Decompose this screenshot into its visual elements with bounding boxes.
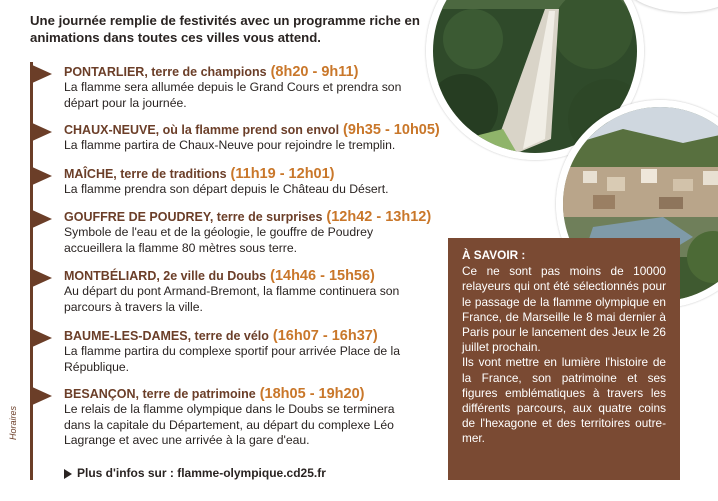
stop-time: (11h19 - 12h01) <box>230 166 335 182</box>
stop-description: Au départ du pont Armand-Bremont, la flamme continuera son parcours à travers la ville. <box>64 284 400 314</box>
intro-text: Une journée remplie de festivités avec un programme riche en animations dans toutes ces villes vous attend. <box>30 13 420 45</box>
stop-place: GOUFFRE DE POUDREY, terre de surprises <box>64 210 323 224</box>
stop-time: (16h07 - 16h37) <box>272 328 378 344</box>
stop-place: BAUME-LES-DAMES, terre de vélo <box>64 329 269 343</box>
flag-marker <box>30 209 52 229</box>
stop-time: (18h05 - 19h20) <box>259 386 365 402</box>
stop-place: MAÎCHE, terre de traditions <box>64 167 227 181</box>
stop-description: La flamme partira du complexe sportif pour arrivée Place de la République. <box>64 344 400 374</box>
stop-description: Le relais de la flamme olympique dans le Doubs se terminera dans la capitale du Département, au départ du complexe Léo Lagrange et avec une arrivée à la gare d'eau. <box>64 402 395 447</box>
more-info-text: Plus d'infos sur : flamme-olympique.cd25.fr <box>77 466 326 480</box>
stop-time: (8h20 - 9h11) <box>270 64 359 80</box>
stop-place: BESANÇON, terre de patrimoine <box>64 387 256 401</box>
stop-description: Symbole de l'eau et de la géologie, le gouffre de Poudrey accueillera la flamme 80 mètres sous terre. <box>64 225 374 255</box>
more-info-link[interactable] <box>64 466 326 480</box>
stop-time: (14h46 - 15h56) <box>270 268 375 284</box>
flag-marker <box>30 122 52 142</box>
flag-marker <box>30 268 52 288</box>
flag-marker <box>30 64 52 84</box>
flag-marker <box>30 328 52 348</box>
stop-description: La flamme partira de Chaux-Neuve pour rejoindre le tremplin. <box>64 138 396 152</box>
stop-time: (12h42 - 13h12) <box>326 209 432 225</box>
stop-place: PONTARLIER, terre de champions <box>64 65 267 79</box>
play-arrow-icon <box>64 469 72 479</box>
horaires-label: Horaires <box>8 405 18 440</box>
stop-place: CHAUX-NEUVE, où la flamme prend son envol <box>64 123 340 137</box>
a-savoir-box <box>448 238 680 480</box>
stop-time: (9h35 - 10h05) <box>343 122 440 138</box>
a-savoir-paragraph-2: Ils vont mettre en lumière l'histoire de la France, son patrimoine et ses figures emblématiques à travers les différents parcours, aux quatre coins de l'hexagone et des territoires outre-mer. <box>462 355 666 446</box>
stop-description: La flamme prendra son départ depuis le Château du Désert. <box>64 182 389 196</box>
a-savoir-title: À SAVOIR : <box>462 248 526 262</box>
flag-marker <box>30 386 52 406</box>
stop-description: La flamme sera allumée depuis le Grand Cours et prendra son départ pour la journée. <box>64 80 402 110</box>
stop-place: MONTBÉLIARD, 2e ville du Doubs <box>64 269 267 283</box>
flag-marker <box>30 166 52 186</box>
a-savoir-paragraph-1: Ce ne sont pas moins de 10000 relayeurs qui ont été sélectionnés pour le passage de la flamme olympique en France, de Marseille le 8 mai dernier à Paris pour le lancement des Jeux le 26 juillet prochain. <box>462 264 666 355</box>
